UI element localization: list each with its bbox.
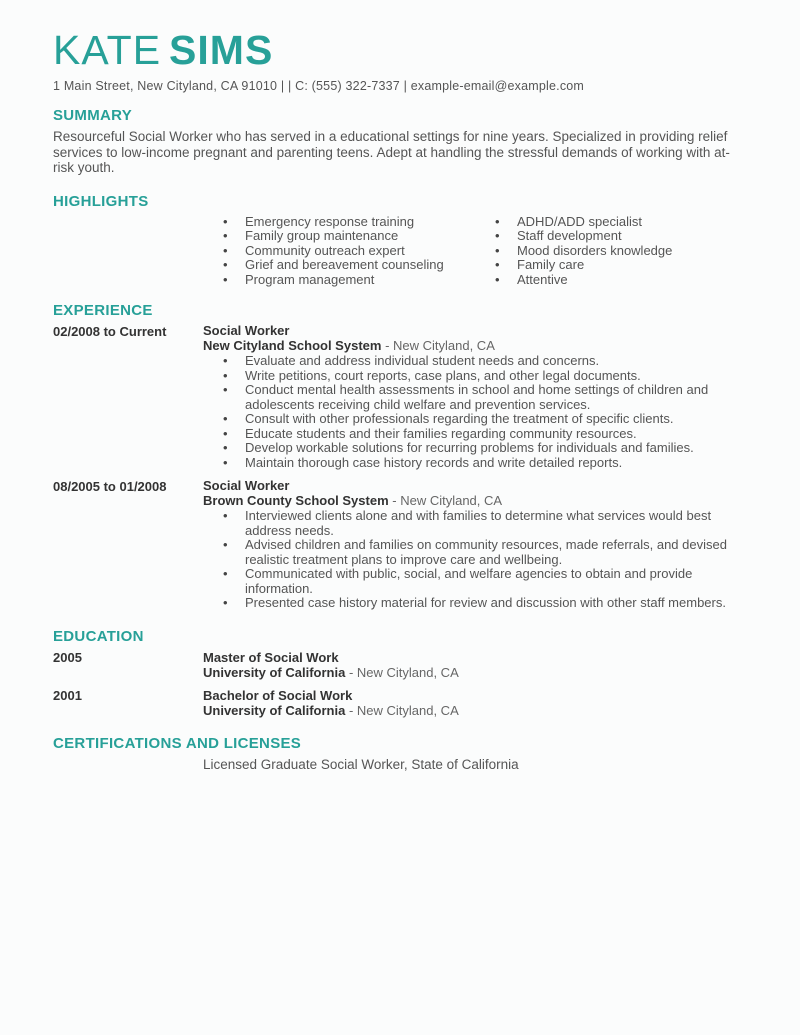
education-details xyxy=(203,688,748,718)
section-certifications xyxy=(53,735,748,772)
summary-heading: SUMMARY xyxy=(53,107,133,124)
candidate-first-name: KATE xyxy=(53,27,162,73)
job-duty: • Educate students and their families regarding community resources. xyxy=(203,427,748,442)
job-duty: • Interviewed clients alone and with families to determine what services would best address needs. xyxy=(203,509,748,538)
highlight-item: • Mood disorders knowledge xyxy=(475,244,748,259)
job-duty: • Advised children and families on community resources, made referrals, and devised realistic treatment plans to improve care and wellbeing. xyxy=(203,538,748,567)
highlight-item: • ADHD/ADD specialist xyxy=(475,215,748,230)
job-details xyxy=(203,324,748,470)
job-title: Social Worker xyxy=(203,478,290,493)
job-company-line xyxy=(203,494,748,509)
education-degree: Bachelor of Social Work xyxy=(203,687,353,703)
job-duties xyxy=(203,354,748,470)
education-entry xyxy=(53,650,748,680)
job-duty: • Communicated with public, social, and welfare agencies to obtain and provide information. xyxy=(203,567,748,596)
certifications-heading: CERTIFICATIONS AND LICENSES xyxy=(53,734,302,752)
section-experience xyxy=(53,302,748,611)
job-entry xyxy=(53,479,748,611)
education-year: 2005 xyxy=(53,649,82,665)
job-location: - New Cityland, CA xyxy=(385,337,495,353)
education-school: University of California xyxy=(203,702,346,718)
education-location: - New Cityland, CA xyxy=(348,702,459,718)
job-dates: 02/2008 to Current xyxy=(53,324,167,339)
experience-heading: EXPERIENCE xyxy=(53,302,153,319)
job-duties xyxy=(203,509,748,611)
education-entry xyxy=(53,688,748,718)
job-entry xyxy=(53,324,748,470)
education-school-line xyxy=(203,703,748,718)
summary-text: Resourceful Social Worker who has served in a educational settings for nine years. Specialized in providing relief services to low-income pregnant and parenting teens. Adept at handling the stressful demands of working with at-risk youth. xyxy=(53,129,730,175)
job-duty: • Conduct mental health assessments in school and home settings of children and adolescents receiving child welfare and prevention services. xyxy=(203,383,748,412)
candidate-last-name: SIMS xyxy=(169,27,274,73)
highlights-columns xyxy=(203,215,748,288)
highlights-heading: HIGHLIGHTS xyxy=(53,192,149,210)
education-school-line xyxy=(203,665,748,680)
candidate-name xyxy=(53,26,748,74)
education-heading: EDUCATION xyxy=(53,627,144,645)
highlight-item: • Emergency response training xyxy=(203,215,475,230)
job-location: - New Cityland, CA xyxy=(392,492,503,508)
section-highlights xyxy=(53,193,748,288)
job-company-line xyxy=(203,339,748,354)
job-duty: • Write petitions, court reports, case plans, and other legal documents. xyxy=(203,369,748,384)
job-title: Social Worker xyxy=(203,323,290,338)
job-duty: • Develop workable solutions for recurring problems for individuals and families. xyxy=(203,441,748,456)
education-degree: Master of Social Work xyxy=(203,649,339,665)
highlight-item: • Community outreach expert xyxy=(203,244,475,259)
highlights-column-2 xyxy=(475,215,748,288)
contact-line: 1 Main Street, New Cityland, CA 91010 | | C: (555) 322-7337 | example-email@example.com xyxy=(53,79,585,93)
education-location: - New Cityland, CA xyxy=(348,664,459,680)
highlight-item: • Grief and bereavement counseling xyxy=(203,258,475,273)
job-duty: • Maintain thorough case history records and write detailed reports. xyxy=(203,456,748,471)
highlight-item: • Staff development xyxy=(475,229,748,244)
section-education xyxy=(53,628,748,718)
education-year: 2001 xyxy=(53,687,82,703)
highlight-item: • Attentive xyxy=(475,273,748,288)
job-duty: • Presented case history material for review and discussion with other staff members. xyxy=(203,596,748,611)
job-duty: • Consult with other professionals regarding the treatment of specific clients. xyxy=(203,412,748,427)
job-duty: • Evaluate and address individual student needs and concerns. xyxy=(203,354,748,369)
education-details xyxy=(203,650,748,680)
highlight-item: • Family care xyxy=(475,258,748,273)
section-summary xyxy=(53,107,748,176)
highlight-item: • Program management xyxy=(203,273,475,288)
job-company: New Cityland School System xyxy=(203,337,382,353)
job-dates: 08/2005 to 01/2008 xyxy=(53,479,167,494)
education-school: University of California xyxy=(203,664,346,680)
highlight-item: • Family group maintenance xyxy=(203,229,475,244)
resume-header xyxy=(53,26,748,93)
highlights-column-1 xyxy=(203,215,475,288)
job-details xyxy=(203,479,748,611)
job-company: Brown County School System xyxy=(203,492,389,508)
certification-text: Licensed Graduate Social Worker, State of California xyxy=(203,756,519,772)
